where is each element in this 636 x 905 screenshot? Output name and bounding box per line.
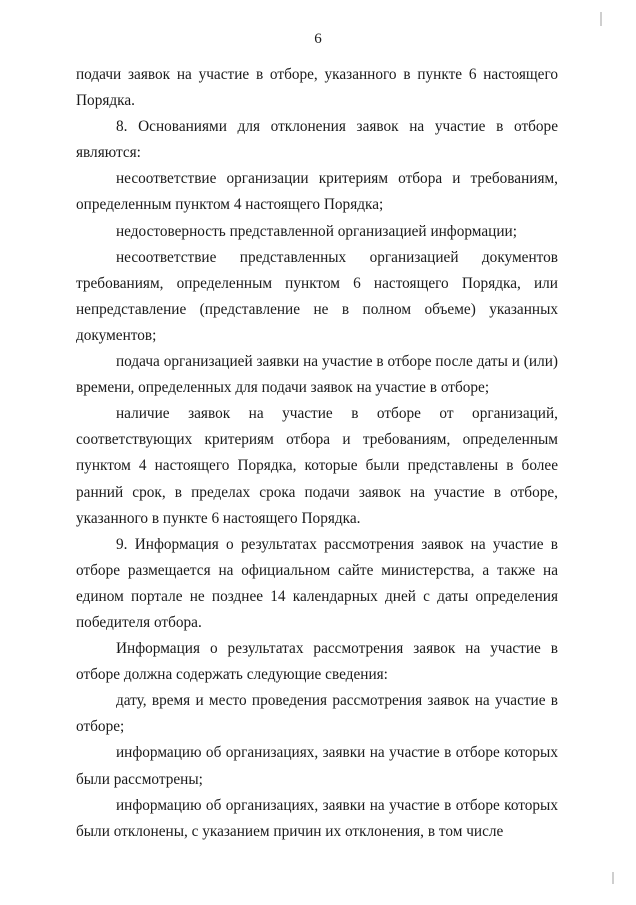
scan-edge-mark-bottom — [612, 872, 614, 884]
paragraph: наличие заявок на участие в отборе от организаций, соответствующих критериям отбора и требованиям, определенным пунктом 4 настоящего Порядка, которые были представлены в более ранний срок, в пределах срока подачи заявок на участие в отборе, указанного в пункте 6 настоящего Порядка. — [76, 405, 558, 527]
paragraph: несоответствие организации критериям отбора и требованиям, определенным пунктом 4 настоящего Порядка; — [76, 170, 558, 214]
paragraph: 9. Информация о результатах рассмотрения заявок на участие в отборе размещается на официальном сайте министерства, а также на едином портале не позднее 14 календарных дней с даты определения победителя отбора. — [76, 535, 558, 631]
paragraph: Информация о результатах рассмотрения заявок на участие в отборе должна содержать следующие сведения: — [76, 640, 558, 684]
paragraph: недостоверность представленной организацией информации; — [116, 222, 517, 240]
scan-edge-mark-top — [600, 12, 602, 26]
paragraph: несоответствие представленных организацией документов требованиям, определенным пунктом 6 настоящего Порядка, или непредставление (представление не в полном объеме) указанных документов; — [76, 248, 558, 344]
paragraph: информацию об организациях, заявки на участие в отборе которых были отклонены, с указанием причин их отклонения, в том числе — [76, 796, 558, 840]
paragraph: подачи заявок на участие в отборе, указанного в пункте 6 настоящего Порядка. — [76, 66, 558, 110]
paragraph: информацию об организациях, заявки на участие в отборе которых были рассмотрены; — [76, 744, 558, 788]
document-body — [76, 62, 558, 845]
paragraph: дату, время и место проведения рассмотрения заявок на участие в отборе; — [76, 692, 558, 736]
page-number: 6 — [314, 31, 322, 47]
paragraph: подача организацией заявки на участие в отборе после даты и (или) времени, определенных для подачи заявок на участие в отборе; — [76, 353, 558, 397]
paragraph: 8. Основаниями для отклонения заявок на участие в отборе являются: — [76, 118, 558, 162]
